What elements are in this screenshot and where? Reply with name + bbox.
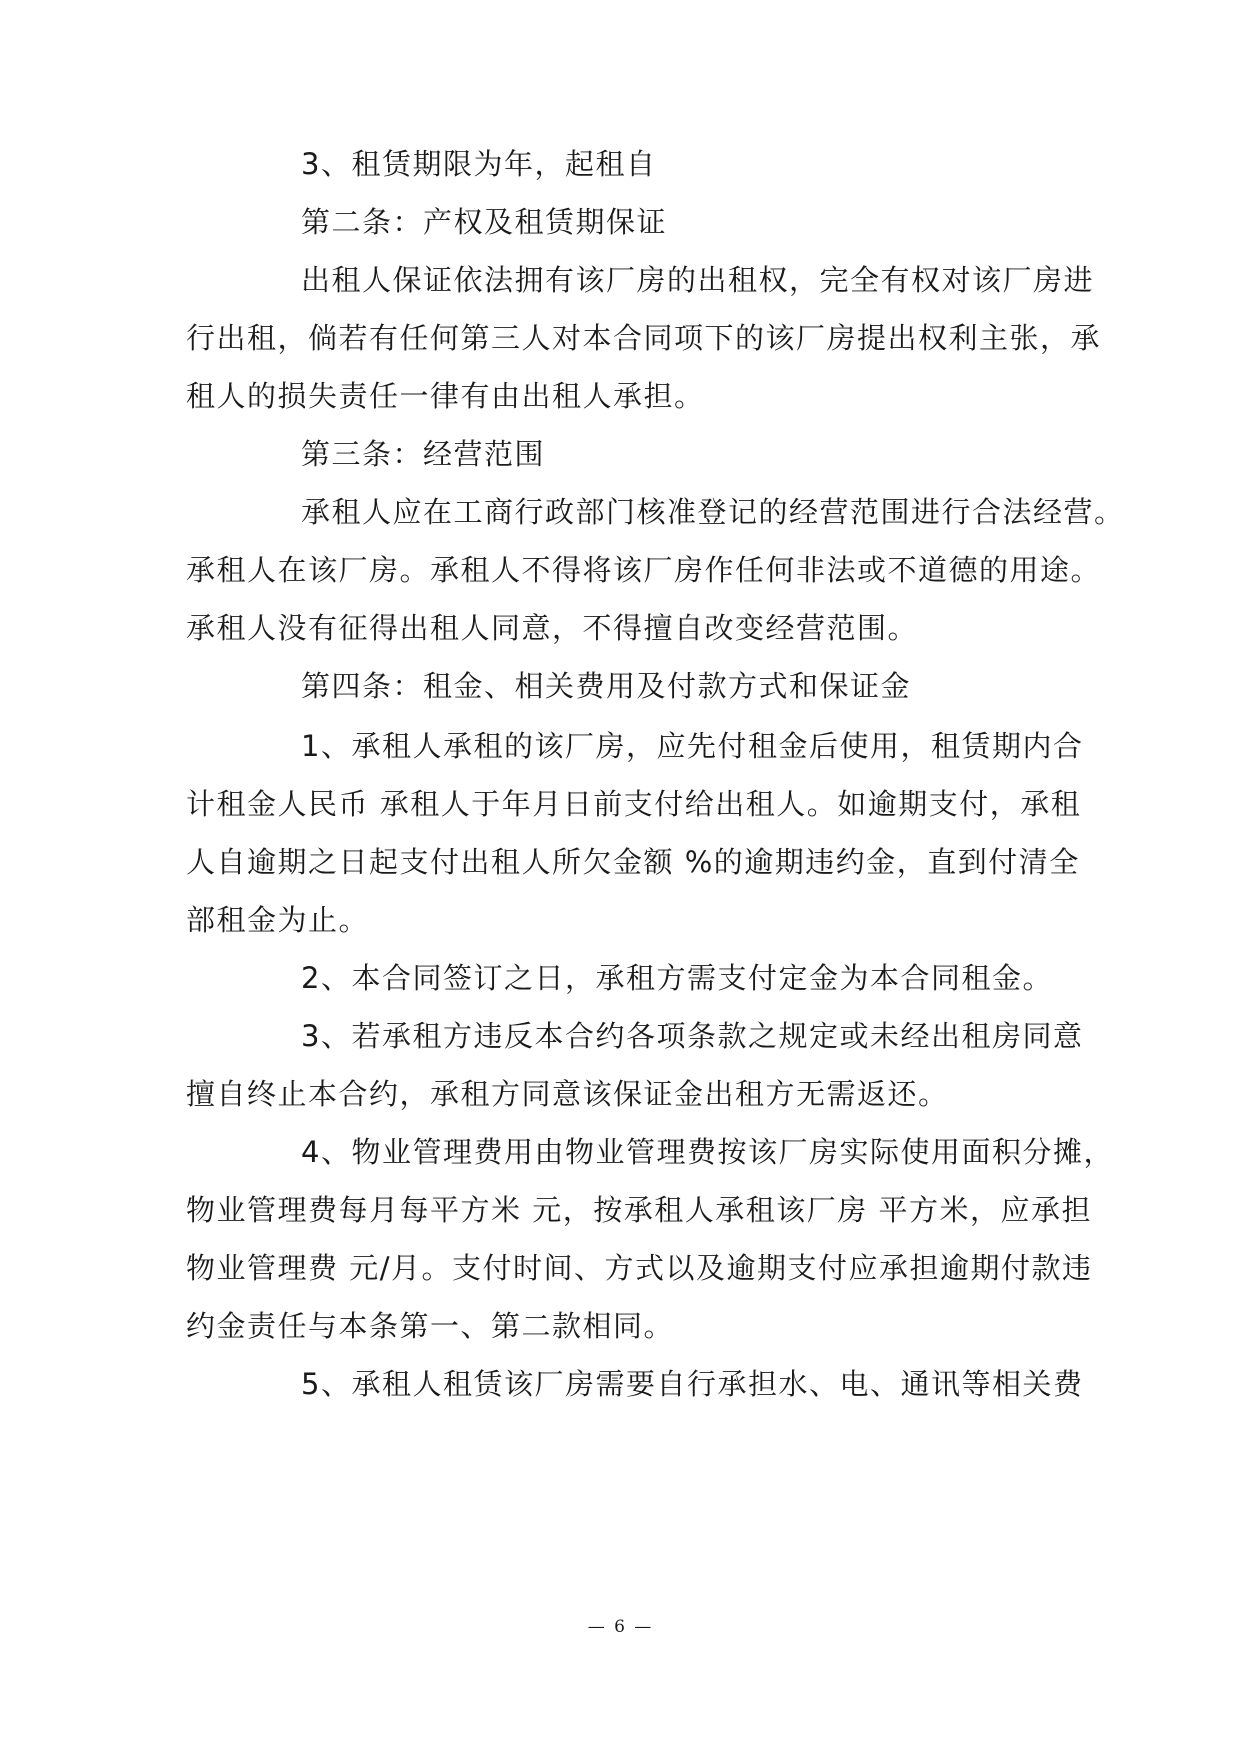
text-line-4: 行出租，倘若有任何第三人对本合同项下的该厂房提出权利主张，承: [186, 321, 1102, 355]
text-line-19: 物业管理费每月每平方米 元，按承租人承租该厂房 平方米，应承担: [186, 1193, 1092, 1227]
page-number: — 6 —: [587, 1617, 654, 1637]
text-line-9: 承租人没有征得出租人同意，不得擅自改变经营范围。: [186, 611, 919, 645]
section-heading-2: 第二条：产权及租赁期保证: [301, 205, 668, 239]
text-line-17: 擅自终止本合约，承租方同意该保证金出租方无需返还。: [186, 1077, 949, 1111]
text-line-22: 5、承租人租赁该厂房需要自行承担水、电、通讯等相关费: [301, 1367, 1084, 1401]
text-line-16: 3、若承租方违反本合约各项条款之规定或未经出租房同意: [301, 1019, 1084, 1053]
text-line-20: 物业管理费 元/月。支付时间、方式以及逾期支付应承担逾期付款违: [186, 1251, 1093, 1285]
text-line-14: 部租金为止。: [186, 903, 370, 937]
text-line-13: 人自逾期之日起支付出租人所欠金额 %的逾期违约金，直到付清全: [186, 845, 1080, 879]
section-heading-3: 第三条：经营范围: [301, 437, 546, 471]
text-line-7: 承租人应在工商行政部门核准登记的经营范围进行合法经营。: [301, 495, 1125, 529]
text-line-11: 1、承租人承租的该厂房，应先付租金后使用，租赁期内合: [301, 729, 1084, 763]
text-line-15: 2、本合同签订之日，承租方需支付定金为本合同租金。: [301, 961, 1053, 995]
text-line-8: 承租人在该厂房。承租人不得将该厂房作任何非法或不道德的用途。: [186, 553, 1102, 587]
text-line-21: 约金责任与本条第一、第二款相同。: [186, 1309, 675, 1343]
text-line-12: 计租金人民币 承租人于年月日前支付给出租人。如逾期支付，承租: [186, 787, 1082, 821]
text-line-1: 3、租赁期限为年，起租自: [301, 147, 657, 181]
text-line-18: 4、物业管理费用由物业管理费按该厂房实际使用面积分摊，: [301, 1135, 1114, 1169]
section-heading-4: 第四条：租金、相关费用及付款方式和保证金: [301, 669, 912, 703]
text-line-3: 出租人保证依法拥有该厂房的出租权，完全有权对该厂房进: [301, 263, 1095, 297]
text-line-5: 租人的损失责任一律有由出租人承担。: [186, 379, 705, 413]
